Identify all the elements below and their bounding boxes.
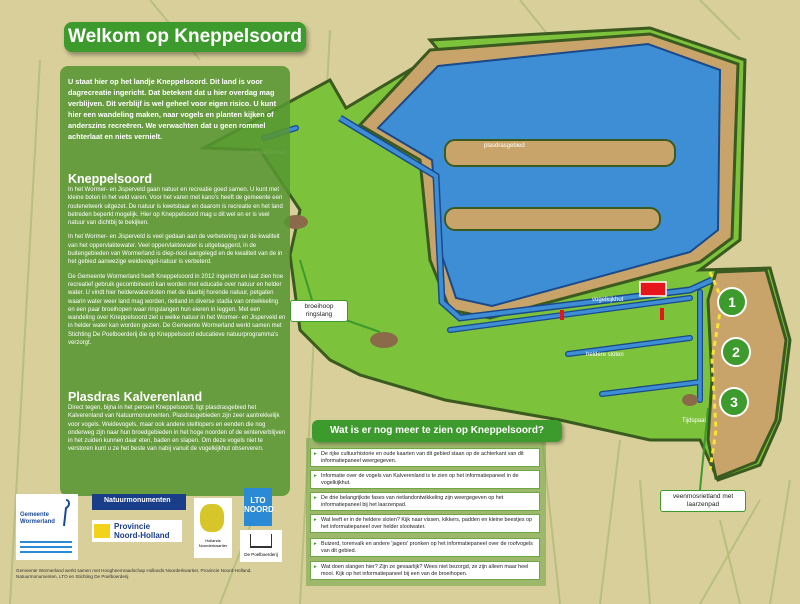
paragraph: De Gemeente Wormerland heeft Kneppelsoord in 2012 ingericht en laat zien hoe recreatief gebruik gecombineerd kan worden met educatie over natuur en helder water. U vindt hier helderwatersloten met de daarbij horende natuur, petgaten waarin water weer land mag worden, rietland in diverse stadia van ontwikkeling en een paar broeihopen waar ringslangen hun eieren in leggen. Met een wandeling over Kneppelsoord ziet u welke natuur in het Wormer- en Jisperveld en in helder water kan worden gezien. De Gemeente Wormerland werkt samen met Stichting De Poelboerderij die op Kneppelsoord educatieve natuurprogramma's verzorgt.: [68, 273, 286, 347]
hhnk-map-icon: [200, 504, 224, 532]
island-bar-2: [445, 208, 660, 230]
info-item: ▸ Wat doen slangen hier? Zijn ze gevaarlijk? Wees niet bezorgd, ze zijn alleen maar heel mooi. Kijk op het informatiepaneel bij een van de broeihopen.: [310, 561, 540, 580]
label-vogelkijkhut: vogelkijkhut: [592, 297, 624, 303]
logo-wormerland: [16, 494, 78, 560]
page-title: Welkom op Kneppelsoord: [64, 22, 306, 52]
info-item: ▸ De rijke cultuurhistorie en oude kaarten van dit gebied staan op de achterkant van dit informatiepaneel weergegeven.: [310, 448, 540, 467]
logo-lto: LTO NOORD: [244, 488, 272, 526]
logo-natuurmonumenten: Natuurmonumenten: [92, 494, 186, 510]
logo-hhnk: Hollands Noorderkwartier: [194, 498, 232, 558]
info-item: ▸ De drie belangrijkste fases van rietlandontwikkeling zijn weergegeven op het informatiepaneel bij het laarzenpad.: [310, 492, 540, 511]
credit-text: Gemeente Wormerland werkt samen met Hoogheemraadschap Hollands Noorderkwartier, Provincie Noord-Holland, Natuurmonumenten, LTO en Stichting De Poelboerderij: [16, 568, 252, 579]
intro-text: U staat hier op het landje Kneppelsoord. Dit land is voor dagrecreatie ingericht. Dat betekent dat u hier overdag mag verblijven. Dit verblijf is wel geheel voor eigen risico. U kunt hier een wandeling maken, naar vogels en planten kijken of anderszins recreëren. We verwachten dat u geen rommel achterlaat en niets vernielt.: [68, 77, 277, 141]
body-kneppelsoord: [68, 186, 286, 353]
paragraph: In het Wormer- en Jisperveld is veel gedaan aan de verbetering van de kwaliteit van het oppervlaktewater. Veel oppervlaktewater is uitgebaggerd, in de buitengebieden van Wormerland is diep-riool aangelegd en de kwaliteit van de in het gebied aanwezige weidevogel-natuur is verbeterd.: [68, 234, 283, 266]
logo-wormerland-text: Gemeente Wormerland: [20, 512, 55, 525]
label-plasdras: plasdrasgebied: [484, 143, 525, 149]
broeihoop-2: [370, 332, 398, 348]
svg-text:1: 1: [728, 294, 736, 310]
logo-poelboerderij: De Poelboerderij: [240, 530, 282, 562]
water-waves-icon: [20, 538, 72, 554]
island-bar-1: [445, 140, 675, 166]
heading-plasdras: Plasdras Kalverenland: [68, 390, 203, 404]
broeihoop-3: [682, 394, 698, 406]
info-heading: Wat is er nog meer te zien op Kneppelsoord?: [312, 420, 562, 442]
body-plasdras: [68, 404, 286, 460]
label-heldere-sloten: heldere sloten: [586, 352, 624, 358]
heron-icon: [56, 498, 76, 528]
paragraph: In het Wormer- en Jisperveld gaan natuur en recreatie goed samen. U kunt met kleine boten in het veld varen. Voor het varen met kano's heeft de gemeente een routenetwerk uitgezet. De natuur is kwetsbaar en daarom is recreatie en het land betreden beperkt mogelijk. Hier op Kneppelsoord mag u dit wel en er is veel natuur van dichtbij te bekijken.: [68, 187, 283, 227]
svg-text:3: 3: [730, 394, 738, 410]
callout-broeihoop: broeihoop ringslang: [290, 300, 348, 322]
info-item: ▸ Informatie over de vogels van Kalverenland is te zien op het informatiepaneel in de vogelkijkhut.: [310, 470, 540, 489]
paragraph: Direct tegen, bijna in het perceel Kneppelsoord, ligt plasdrasgebied het Kalverenland van Natuurmonumenten. Plasdrasgebieden zijn zeer aantrekkelijk voor vogels. Weidevogels, maar ook andere steltlopers en eenden die nog onderweg zijn naar hun broedgebieden in het hoge noorden of de winterverblijven in het zuiden kunnen daar eten, baden en slapen. Om deze vogels niet te verstoren kunt u ze het beste van nabij vanuit de vogelkijkhut observeren.: [68, 405, 286, 453]
label-tijdspaal: Tijdspaal: [682, 418, 706, 424]
info-item: ▸ Buizerd, torenvalk en andere 'jagers' pronken op het informatiepaneel over de roofvogels van dit gebied.: [310, 538, 540, 557]
vogelkijkhut-marker: [640, 282, 666, 296]
svg-text:2: 2: [732, 344, 740, 360]
callout-veenmos: veenmosrietland met laarzenpad: [660, 490, 746, 512]
info-item: ▸ Wat leeft er in de heldere sloten? Kijk naar vissen, kikkers, padden en kleine beestjes op het informatiepaneel over helder slootwater.: [310, 514, 540, 533]
heading-kneppelsoord: Kneppelsoord: [68, 172, 153, 186]
provincie-mark-icon: [94, 524, 110, 538]
logo-provincie: Provincie Noord-Holland: [92, 520, 182, 542]
farm-icon: [250, 534, 272, 548]
